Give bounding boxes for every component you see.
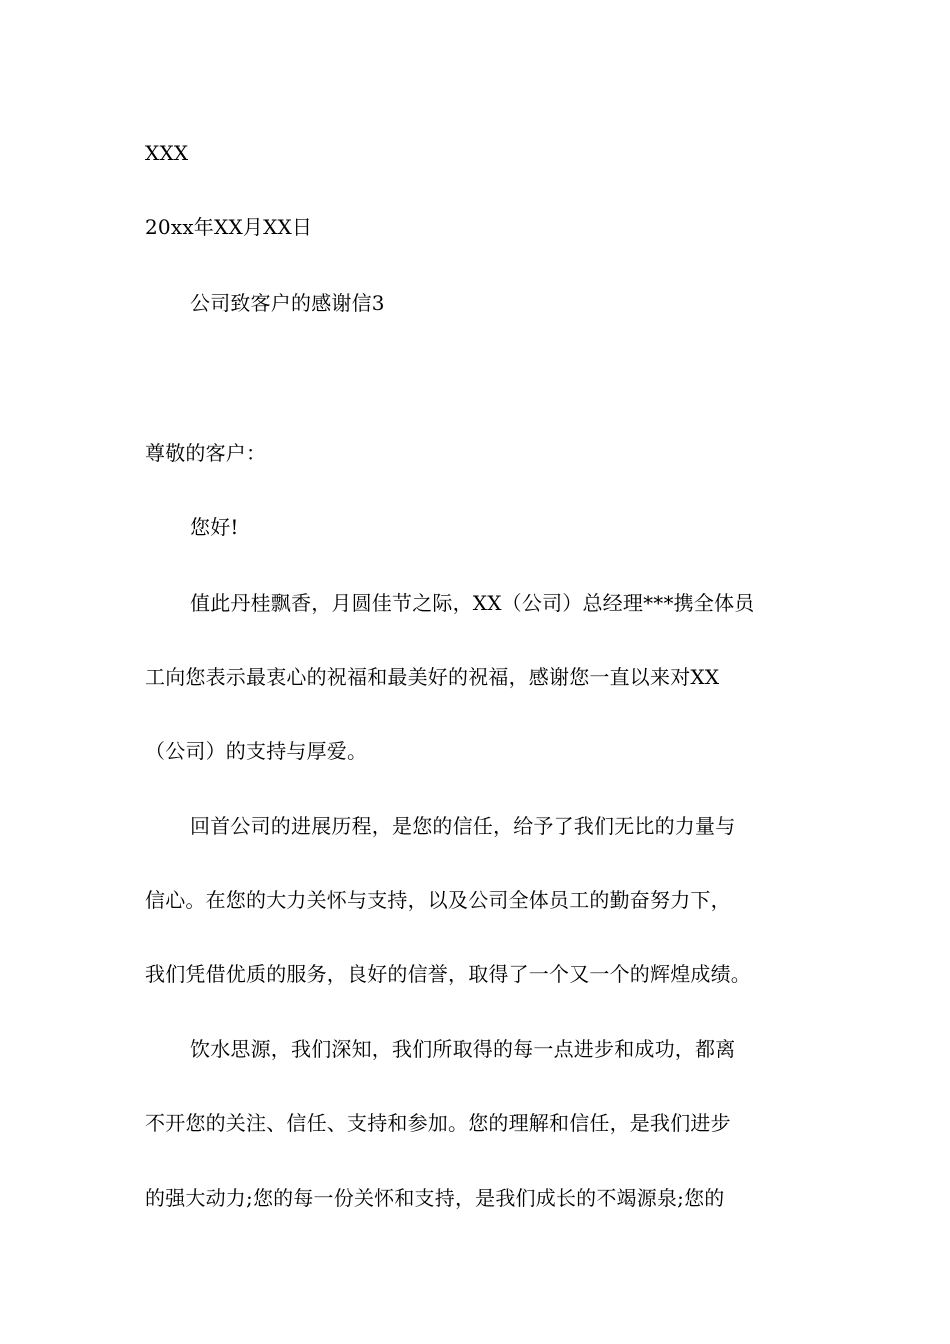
paragraph-2-line-1: 回首公司的进展历程，是您的信任，给予了我们无比的力量与	[190, 814, 736, 838]
salutation: 尊敬的客户：	[145, 441, 267, 465]
paragraph-2-line-2: 信心。在您的大力关怀与支持，以及公司全体员工的勤奋努力下，	[145, 888, 731, 912]
paragraph-3-line-1: 饮水思源，我们深知，我们所取得的每一点进步和成功，都离	[190, 1037, 736, 1061]
letter-date: 20xx年XX月XX日	[145, 215, 313, 239]
paragraph-2-line-3: 我们凭借优质的服务，良好的信誉，取得了一个又一个的辉煌成绩。	[145, 962, 751, 986]
signature-name: XXX	[145, 141, 189, 165]
paragraph-1-line-2: 工向您表示最衷心的祝福和最美好的祝福，感谢您一直以来对XX	[145, 665, 720, 689]
paragraph-1-line-1: 值此丹桂飘香，月圆佳节之际，XX（公司）总经理***携全体员	[190, 591, 755, 615]
letter-title: 公司致客户的感谢信3	[190, 291, 385, 315]
paragraph-3-line-2: 不开您的关注、信任、支持和参加。您的理解和信任，是我们进步	[145, 1111, 731, 1135]
paragraph-1-line-3: （公司）的支持与厚爱。	[145, 739, 368, 763]
greeting: 您好!	[190, 515, 239, 539]
paragraph-3-line-3: 的强大动力;您的每一份关怀和支持，是我们成长的不竭源泉;您的	[145, 1186, 725, 1210]
